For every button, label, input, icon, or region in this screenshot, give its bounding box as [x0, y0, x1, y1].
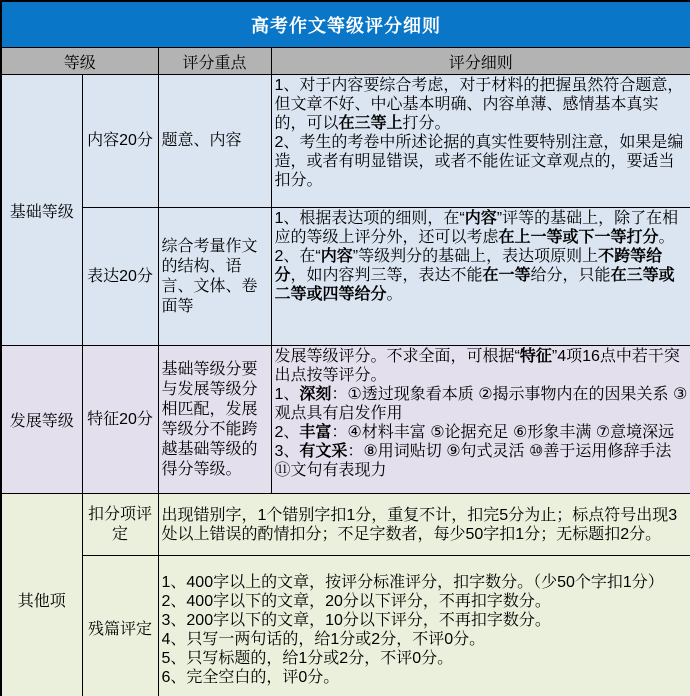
header-cell-focus: 评分重点: [158, 48, 271, 75]
header-cell-detail: 评分细则: [271, 48, 690, 75]
label-cell-feature-20: 特征20分: [82, 346, 158, 494]
title-row: [1, 1, 690, 48]
row-other-deduction: [1, 494, 690, 556]
focus-cell-expression: 综合考量作文的结构、语言、文体、卷面等: [158, 208, 271, 346]
group-cell-development-grade: 发展等级: [1, 346, 82, 494]
row-basic-content: [1, 75, 690, 208]
detail-cell-expression: [271, 208, 690, 346]
focus-cell-content: 题意、内容: [158, 75, 271, 208]
detail-text-deduction: 出现错别字，1个错别字扣1分，重复不计，扣完5分为止；标点符号出现3处以上错误的酌情扣分；不足字数者，每少50字扣1分；无标题扣2分。: [161, 506, 678, 543]
label-cell-incomplete: 残篇评定: [82, 556, 158, 696]
group-cell-basic-grade: 基础等级: [1, 75, 82, 346]
row-basic-expression: [1, 208, 690, 346]
row-other-incomplete: [1, 556, 690, 696]
row-development: [1, 346, 690, 494]
header-row: [1, 48, 690, 75]
header-cell-grade: 等级: [1, 48, 158, 75]
label-cell-deduction: 扣分项评定: [82, 494, 158, 556]
detail-text-expression: 1、根据表达项的细则，在“内容”评等的基础上，除了在相应的等级上评分外，还可以考虑在上一等或下一等打分。 2、在“内容”等级判分的基础上，表达项原则上不跨等给分，如内容判三等，表达不能在一等给分，只能在三等或二等或四等给分。: [274, 210, 679, 303]
detail-cell-deduction: [158, 494, 690, 556]
detail-text-incomplete: 1、400字以上的文章，按评分标准评分，扣字数分。（少50个字扣1分） 2、400字以下的文章，20分以下评分，不再扣字数分。 3、200字以下的文章，10分以下评分，不再扣字数分。 4、只写一两句话的，给1分或2分，不评0分。 5、只写标题的，给1分或2分，不评0分。 6、完全空白的，评0分。: [161, 574, 664, 686]
detail-cell-incomplete: [158, 556, 690, 696]
page-title: 高考作文等级评分细则: [1, 1, 690, 48]
detail-cell-content: [271, 75, 690, 208]
detail-cell-development: [271, 346, 690, 494]
detail-text-development: 发展等级评分。不求全面，可根据“特征”4项16点中若干突出点按等评分。 1、深刻：①透过现象看本质 ②揭示事物内在的因果关系 ③观点具有启发作用 2、丰富：④材料丰富 ⑤论据充足 ⑥形象丰满 ⑦意境深远 3、有文采：⑧用词贴切 ⑨句式灵活 ⑩善于运用修辞手法 ⑪文句有表现力: [274, 348, 688, 479]
label-cell-content-20: 内容20分: [82, 75, 158, 208]
group-cell-other: 其他项: [1, 494, 82, 696]
detail-text-content: 1、对于内容要综合考虑，对于材料的把握虽然符合题意，但文章不好、中心基本明确、内容单薄、感情基本真实的，可以在三等上打分。 2、考生的考卷中所述论据的真实性要特别注意，如果是编造，或者有明显错误，或者不能佐证文章观点的，要适当扣分。: [274, 77, 684, 189]
focus-cell-development: 基础等级分要与发展等级分相匹配，发展等级分不能跨越基础等级的得分等级。: [158, 346, 271, 494]
label-cell-expression-20: 表达20分: [82, 208, 158, 346]
